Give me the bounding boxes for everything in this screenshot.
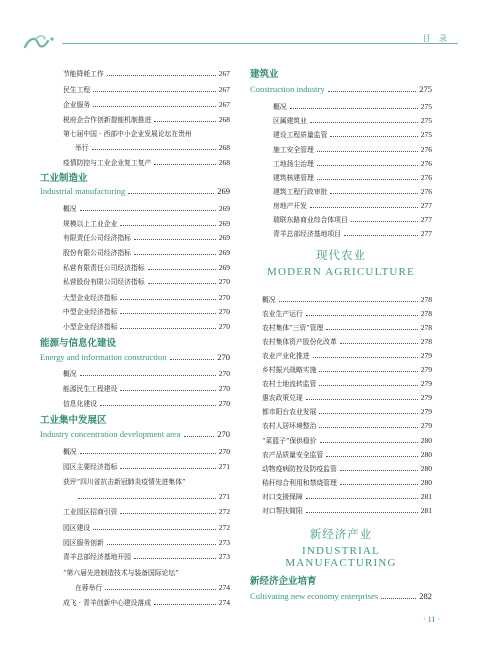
toc-entry-label: 建筑核建管理 bbox=[273, 174, 314, 182]
toc-entry-page: 273 bbox=[218, 552, 230, 561]
dot-leader bbox=[326, 456, 418, 457]
dot-leader bbox=[310, 122, 418, 123]
toc-entry[interactable] bbox=[40, 446, 230, 456]
part-title-cn: 现代农业 bbox=[316, 248, 366, 262]
toc-entry-label: 农村集体“三资”管理 bbox=[262, 324, 324, 332]
toc-entry-page: 277 bbox=[420, 229, 432, 238]
toc-entry[interactable] bbox=[40, 276, 230, 286]
toc-entry-label: 园区建设 bbox=[63, 524, 91, 532]
dot-leader bbox=[134, 558, 216, 559]
dot-leader bbox=[317, 151, 418, 152]
toc-entry[interactable] bbox=[250, 129, 432, 139]
toc-entry-label: 动物疫病防控及防疫监管 bbox=[262, 465, 337, 473]
toc-entry-page: 269 bbox=[218, 263, 230, 272]
dot-leader bbox=[184, 436, 215, 437]
toc-entry-label: “第六届先进制造技术与装备国际论坛” bbox=[63, 569, 179, 577]
toc-entry[interactable] bbox=[40, 186, 230, 196]
toc-entry-page: 267 bbox=[218, 85, 230, 94]
dot-leader bbox=[340, 470, 418, 471]
dot-leader bbox=[120, 513, 215, 514]
dot-leader bbox=[148, 269, 216, 270]
toc-entry-label: 节能降耗工作 bbox=[63, 70, 104, 78]
toc-entry-label: 税府企合作创新提能机制推进 bbox=[63, 116, 152, 124]
toc-entry[interactable] bbox=[40, 68, 230, 78]
dot-leader bbox=[306, 498, 418, 499]
toc-entry-page: 276 bbox=[420, 145, 432, 154]
toc-entry-page: 282 bbox=[419, 591, 432, 601]
toc-entry-label: 建设工程质量监管 bbox=[273, 131, 328, 139]
toc-entry-page: 271 bbox=[218, 462, 230, 471]
toc-entry-label: 秸秆综合利用和禁烧管理 bbox=[262, 479, 337, 487]
dot-leader bbox=[319, 371, 417, 372]
toc-entry[interactable] bbox=[40, 142, 230, 152]
dot-leader bbox=[134, 239, 216, 240]
toc-entry[interactable] bbox=[40, 99, 230, 109]
toc-entry-label: 成飞 · 青羊创新中心建设落成 bbox=[63, 599, 152, 607]
toc-entry-label: 举行 bbox=[75, 144, 89, 152]
toc-entry-page: 269 bbox=[218, 219, 230, 228]
dot-leader bbox=[120, 468, 215, 469]
toc-entry-label: 园区服务创新 bbox=[63, 539, 104, 547]
section-heading: 新经济企业培育 bbox=[250, 576, 317, 587]
dot-leader bbox=[80, 210, 216, 211]
toc-entry-page: 268 bbox=[218, 158, 230, 167]
toc-entry-label: 园区主要经济指标 bbox=[63, 463, 118, 471]
toc-entry-label: 概况 bbox=[63, 370, 77, 378]
toc-entry-page: 281 bbox=[420, 492, 432, 501]
toc-entry-label: 房地产开发 bbox=[273, 202, 307, 210]
toc-entry-page: 272 bbox=[218, 507, 230, 516]
toc-entry-label: Construction industry bbox=[250, 84, 325, 94]
toc-entry-label: 股份有限公司经济指标 bbox=[63, 249, 131, 257]
toc-entry-page: 276 bbox=[420, 187, 432, 196]
toc-entry[interactable] bbox=[40, 232, 230, 242]
toc-entry[interactable] bbox=[250, 364, 432, 374]
toc-entry[interactable] bbox=[40, 537, 230, 547]
toc-entry-page: 279 bbox=[420, 407, 432, 416]
toc-entry-label: 工业园区招商引资 bbox=[63, 508, 118, 516]
part-title-en: INDUSTRIAL MANUFACTURING bbox=[285, 545, 397, 569]
toc-entry-page: 272 bbox=[218, 523, 230, 532]
toc-entry[interactable] bbox=[250, 172, 432, 182]
toc-entry-label: 概况 bbox=[273, 103, 287, 111]
dot-leader bbox=[128, 193, 214, 194]
toc-entry-label: 对口支援保障 bbox=[262, 493, 303, 501]
toc-entry-label: 在蓉举行 bbox=[75, 584, 103, 592]
toc-entry-label: Industry concentration development area bbox=[40, 429, 181, 439]
toc-entry-label: 中型企业经济指标 bbox=[63, 308, 118, 316]
toc-entry[interactable] bbox=[250, 186, 432, 196]
part-title-cn: 新经济产业 bbox=[309, 527, 373, 541]
toc-entry-page: 275 bbox=[420, 130, 432, 139]
toc-entry[interactable] bbox=[40, 84, 230, 94]
toc-entry[interactable] bbox=[40, 306, 230, 316]
toc-entry[interactable] bbox=[250, 491, 432, 501]
dot-leader bbox=[313, 357, 418, 358]
toc-entry-label: 大型企业经济指标 bbox=[63, 294, 118, 302]
toc-entry[interactable] bbox=[40, 368, 230, 378]
toc-entry-label: 乡村振兴战略实施 bbox=[262, 366, 317, 374]
dot-leader bbox=[154, 164, 215, 165]
dot-leader bbox=[306, 315, 418, 316]
toc-entry[interactable] bbox=[40, 383, 230, 393]
toc-entry[interactable] bbox=[250, 449, 432, 459]
dot-leader bbox=[120, 299, 215, 300]
toc-entry[interactable] bbox=[40, 203, 230, 213]
section-heading: 工业制造业 bbox=[40, 173, 88, 184]
toc-entry-label: 农村土地流转监管 bbox=[262, 380, 317, 388]
dot-leader bbox=[317, 165, 418, 166]
toc-entry[interactable] bbox=[250, 336, 432, 346]
toc-entry-label: 规模以上工业企业 bbox=[63, 220, 118, 228]
toc-entry[interactable] bbox=[250, 463, 432, 473]
dot-leader bbox=[306, 399, 418, 400]
toc-entry-page: 269 bbox=[217, 186, 230, 196]
toc-entry[interactable] bbox=[250, 392, 432, 402]
toc-entry-page: 270 bbox=[218, 277, 230, 286]
toc-entry[interactable] bbox=[250, 115, 432, 125]
dot-leader bbox=[319, 385, 417, 386]
toc-entry[interactable] bbox=[250, 228, 432, 238]
dot-leader bbox=[93, 529, 216, 530]
toc-entry-page: 275 bbox=[419, 84, 432, 94]
dot-leader bbox=[317, 179, 418, 180]
dot-leader bbox=[154, 121, 215, 122]
toc-entry-label: 私营股份有限公司经济指标 bbox=[63, 278, 145, 286]
toc-entry-label: 私营有限责任公司经济指标 bbox=[63, 264, 145, 272]
section-heading: 能源与信息化建设 bbox=[40, 338, 117, 349]
toc-entry-label: 区属建筑业 bbox=[273, 117, 307, 125]
toc-entry-label: Industrial manufacturing bbox=[40, 186, 126, 196]
toc-entry[interactable] bbox=[40, 567, 230, 577]
toc-entry-page: 278 bbox=[420, 323, 432, 332]
dot-leader bbox=[105, 589, 216, 590]
toc-entry-page: 268 bbox=[218, 143, 230, 152]
dot-leader bbox=[279, 301, 418, 302]
toc-entry-page: 280 bbox=[420, 464, 432, 473]
dot-leader bbox=[120, 313, 215, 314]
toc-entry-label: 获评“四川省抗击新冠肺炎疫情先进集体” bbox=[63, 478, 186, 486]
toc-entry[interactable] bbox=[40, 506, 230, 516]
dot-leader bbox=[93, 91, 216, 92]
toc-entry-label: Energy and information construction bbox=[40, 352, 167, 362]
toc-entry-page: 276 bbox=[420, 159, 432, 168]
dot-leader bbox=[351, 221, 418, 222]
toc-entry-page: 279 bbox=[420, 421, 432, 430]
toc-entry-page: 269 bbox=[218, 233, 230, 242]
toc-entry-page: 277 bbox=[420, 201, 432, 210]
toc-entry[interactable] bbox=[40, 128, 230, 138]
toc-entry-label: 小型企业经济指标 bbox=[63, 323, 118, 331]
toc-entry[interactable] bbox=[40, 352, 230, 362]
toc-entry-page: 267 bbox=[218, 69, 230, 78]
decorative-logo-icon bbox=[22, 33, 58, 53]
toc-entry[interactable] bbox=[40, 114, 230, 124]
toc-entry-label: 青羊总部经济基地项目 bbox=[273, 230, 341, 238]
dot-leader bbox=[310, 207, 418, 208]
toc-entry-page: 270 bbox=[218, 369, 230, 378]
toc-entry-label: 工地扬尘治理 bbox=[273, 160, 314, 168]
toc-entry-page: 269 bbox=[218, 204, 230, 213]
toc-entry-page: 278 bbox=[420, 295, 432, 304]
part-title-en: MODERN AGRICULTURE bbox=[266, 266, 415, 278]
toc-entry-page: 271 bbox=[218, 492, 230, 501]
toc-entry[interactable] bbox=[40, 157, 230, 167]
dot-leader bbox=[120, 225, 215, 226]
toc-entry-page: 274 bbox=[218, 598, 230, 607]
toc-entry[interactable] bbox=[40, 321, 230, 331]
dot-leader bbox=[330, 193, 417, 194]
toc-entry[interactable] bbox=[250, 477, 432, 487]
dot-leader bbox=[80, 375, 216, 376]
toc-entry[interactable] bbox=[250, 591, 432, 601]
toc-entry[interactable] bbox=[40, 262, 230, 272]
toc-entry-label: 都市阳台农业发展 bbox=[262, 408, 317, 416]
toc-entry[interactable] bbox=[250, 378, 432, 388]
dot-leader bbox=[93, 106, 216, 107]
toc-entry[interactable] bbox=[250, 505, 432, 515]
toc-entry-page: 270 bbox=[218, 399, 230, 408]
dot-leader bbox=[170, 359, 215, 360]
header-rule bbox=[62, 43, 458, 44]
toc-entry[interactable] bbox=[40, 292, 230, 302]
toc-entry-label: 农村集体资产股份化改革 bbox=[262, 338, 337, 346]
dot-leader bbox=[290, 108, 418, 109]
dot-leader bbox=[107, 75, 216, 76]
toc-entry-page: 279 bbox=[420, 365, 432, 374]
toc-entry[interactable] bbox=[250, 308, 432, 318]
toc-entry[interactable] bbox=[40, 218, 230, 228]
dot-leader bbox=[306, 512, 418, 513]
dot-leader bbox=[344, 235, 418, 236]
toc-entry-label: 概况 bbox=[63, 448, 77, 456]
toc-entry-label: 有限责任公司经济指标 bbox=[63, 234, 131, 242]
toc-entry-label: 青羊总部经济基地开园 bbox=[63, 553, 131, 561]
toc-entry[interactable] bbox=[250, 144, 432, 154]
toc-entry[interactable] bbox=[250, 294, 432, 304]
dot-leader bbox=[340, 343, 418, 344]
dot-leader bbox=[330, 136, 417, 137]
toc-entry-label: 建筑工程行政审批 bbox=[273, 188, 328, 196]
toc-entry-page: 270 bbox=[218, 293, 230, 302]
toc-entry-label: Cultivating new economy enterprises bbox=[250, 591, 379, 601]
dot-leader bbox=[100, 405, 216, 406]
toc-entry-page: 274 bbox=[218, 583, 230, 592]
toc-entry-label: 概况 bbox=[63, 205, 77, 213]
toc-entry-page: 268 bbox=[218, 115, 230, 124]
toc-entry-page: 270 bbox=[218, 322, 230, 331]
toc-entry[interactable] bbox=[40, 398, 230, 408]
toc-entry-page: 267 bbox=[218, 100, 230, 109]
toc-entry-page: 279 bbox=[420, 379, 432, 388]
toc-entry-label: 农村人居环境整治 bbox=[262, 422, 317, 430]
toc-entry-label: 施工安全管理 bbox=[273, 146, 314, 154]
toc-entry-page: 275 bbox=[420, 116, 432, 125]
toc-entry[interactable] bbox=[250, 200, 432, 210]
toc-entry[interactable] bbox=[40, 429, 230, 439]
header-section-title: 目 录 bbox=[422, 34, 450, 43]
toc-entry[interactable] bbox=[250, 350, 432, 360]
dot-leader bbox=[78, 498, 216, 499]
section-heading: 建筑业 bbox=[250, 69, 279, 80]
dot-leader bbox=[154, 604, 216, 605]
toc-entry-label: 农业生产运行 bbox=[262, 310, 303, 318]
toc-entry[interactable] bbox=[40, 582, 230, 592]
dot-leader bbox=[319, 427, 417, 428]
toc-entry-page: 277 bbox=[420, 215, 432, 224]
toc-entry-page: 273 bbox=[218, 538, 230, 547]
toc-entry-page: 269 bbox=[218, 248, 230, 257]
toc-entry-label: 瑞联东路商业综合体项目 bbox=[273, 216, 348, 224]
toc-entry-page: 280 bbox=[420, 436, 432, 445]
toc-entry-label: 对口帮扶简阳 bbox=[262, 507, 303, 515]
toc-entry-page: 276 bbox=[420, 173, 432, 182]
dot-leader bbox=[148, 283, 216, 284]
toc-entry[interactable] bbox=[250, 84, 432, 94]
dot-leader bbox=[340, 484, 418, 485]
toc-entry-label: 企业服务 bbox=[63, 101, 91, 109]
toc-entry-page: 279 bbox=[420, 351, 432, 360]
dot-leader bbox=[381, 598, 416, 599]
dot-leader bbox=[120, 390, 215, 391]
toc-entry-label: 农产品质量安全监管 bbox=[262, 451, 324, 459]
dot-leader bbox=[328, 91, 417, 92]
dot-leader bbox=[319, 413, 417, 414]
dot-leader bbox=[120, 328, 215, 329]
toc-entry-page: 270 bbox=[218, 384, 230, 393]
toc-entry-page: 270 bbox=[218, 307, 230, 316]
toc-entry-page: 279 bbox=[420, 393, 432, 402]
toc-entry[interactable] bbox=[250, 101, 432, 111]
toc-entry[interactable] bbox=[40, 492, 230, 501]
toc-entry[interactable] bbox=[40, 476, 230, 486]
toc-entry[interactable] bbox=[40, 461, 230, 471]
toc-entry-page: 270 bbox=[217, 429, 230, 439]
dot-leader bbox=[92, 149, 216, 150]
toc-entry[interactable] bbox=[250, 435, 432, 445]
toc-entry-label: 疫情防控与工业企业复工复产 bbox=[63, 159, 152, 167]
toc-entry-label: 信息化建设 bbox=[63, 400, 97, 408]
toc-entry-page: 280 bbox=[420, 450, 432, 459]
dot-leader bbox=[320, 442, 418, 443]
page-number: · 11 · bbox=[422, 615, 440, 624]
dot-leader bbox=[134, 254, 216, 255]
toc-entry[interactable] bbox=[250, 214, 432, 224]
dot-leader bbox=[326, 329, 417, 330]
toc-entry-label: 第七届中国 · 西部中小企业发展论坛在贵州 bbox=[63, 130, 192, 138]
toc-entry[interactable] bbox=[250, 322, 432, 332]
toc-entry-page: 280 bbox=[420, 478, 432, 487]
dot-leader bbox=[80, 453, 216, 454]
toc-entry-label: 能源民生工程建设 bbox=[63, 385, 118, 393]
toc-entry-page: 275 bbox=[420, 102, 432, 111]
toc-entry-label: 惠农政策兑现 bbox=[262, 394, 303, 402]
toc-entry-label: 概况 bbox=[262, 296, 276, 304]
dot-leader bbox=[107, 544, 216, 545]
toc-entry-page: 270 bbox=[217, 352, 230, 362]
toc-entry[interactable] bbox=[40, 597, 230, 607]
toc-entry-page: 278 bbox=[420, 309, 432, 318]
toc-entry[interactable] bbox=[40, 522, 230, 532]
toc-entry[interactable] bbox=[40, 247, 230, 257]
toc-entry-page: 278 bbox=[420, 337, 432, 346]
toc-entry-label: 民生工程 bbox=[63, 86, 91, 94]
toc-entry[interactable] bbox=[250, 420, 432, 430]
section-heading: 工业集中发展区 bbox=[40, 415, 107, 426]
toc-entry-page: 281 bbox=[420, 506, 432, 515]
toc-entry[interactable] bbox=[250, 406, 432, 416]
toc-entry[interactable] bbox=[250, 158, 432, 168]
toc-entry-label: 农业产业化推进 bbox=[262, 352, 310, 360]
toc-entry[interactable] bbox=[40, 551, 230, 561]
toc-entry-label: “菜篮子”保供稳价 bbox=[262, 437, 317, 445]
toc-entry-page: 270 bbox=[218, 447, 230, 456]
